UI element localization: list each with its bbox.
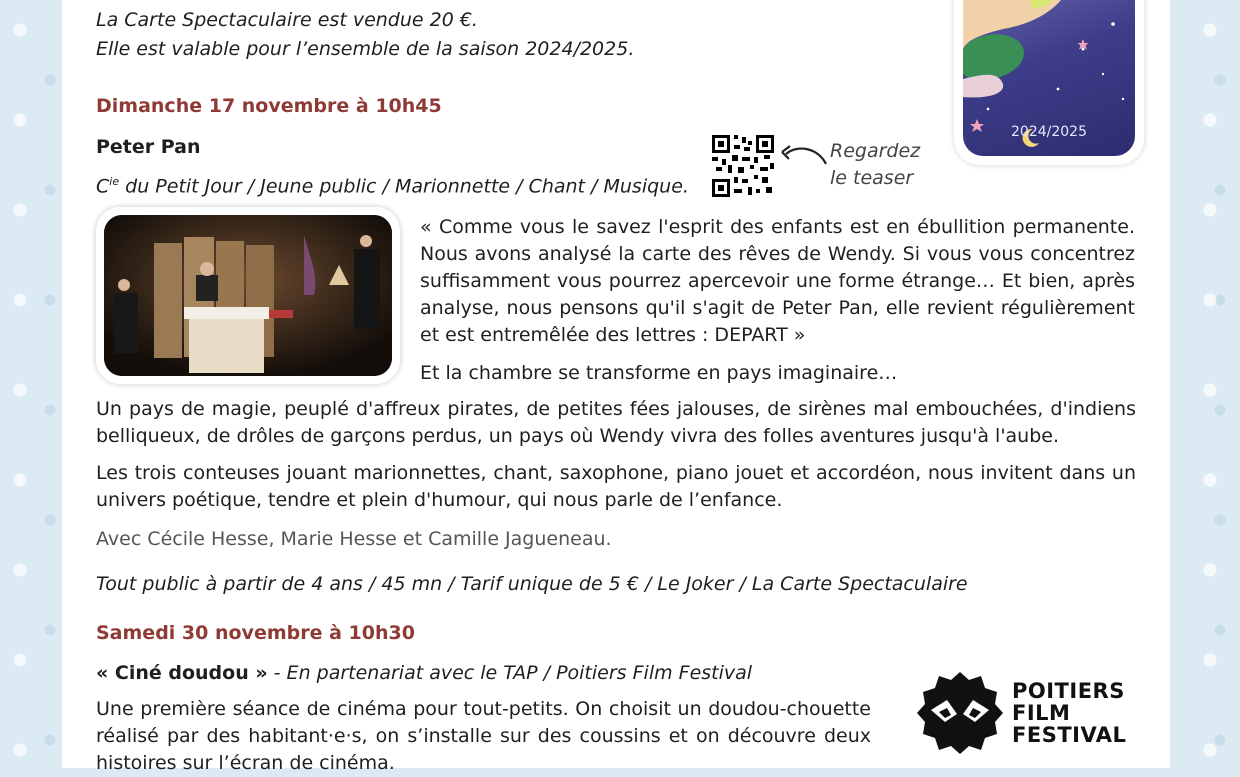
carte-validity-text: Elle est valable pour l’ensemble de la saison 2024/2025. — [96, 38, 635, 60]
teaser-caption-line2: le teaser — [830, 167, 914, 189]
poster-image — [963, 0, 1135, 156]
show-info: Tout public à partir de 4 ans / 45 mn / Tarif unique de 5 € / Le Joker / La Carte Spectaculaire — [96, 573, 968, 595]
curved-arrow-icon — [778, 142, 830, 174]
season-poster — [954, 0, 1144, 165]
qr-code-icon[interactable] — [712, 135, 774, 197]
company-prefix: C — [96, 175, 110, 198]
carte-price-text: La Carte Spectaculaire est vendue 20 €. — [96, 9, 478, 31]
poster-year: 2024/2025 — [1011, 124, 1087, 140]
event-title: Peter Pan — [96, 136, 201, 158]
show-description-1: Un pays de magie, peuplé d'affreux pirates, de petites fées jalouses, de sirènes mal embouchées, d'indiens belliqueux, de drôles de garçons perdus, un pays où Wendy vivra des folles aventures jusqu'à l'aube. — [96, 398, 1136, 447]
owl-logo-icon — [917, 670, 1003, 756]
teaser-caption[interactable] — [830, 138, 920, 192]
pff-logo-line2: FILM — [1012, 701, 1071, 725]
pff-logo-line3: FESTIVAL — [1012, 723, 1127, 747]
pff-logo-line1: POITIERS — [1012, 679, 1125, 703]
show-transform-text: Et la chambre se transforme en pays imaginaire… — [420, 362, 898, 384]
event2-partner: - En partenariat avec le TAP / Poitiers Film Festival — [267, 662, 753, 684]
event-company — [96, 168, 689, 200]
pff-logo-text — [1012, 680, 1126, 746]
event2-date: Samedi 30 novembre à 10h30 — [96, 622, 415, 644]
show-description-2: Les trois conteuses jouant marionnettes, chant, saxophone, piano jouet et accordéon, nous invitent dans un univers poétique, tendre et plein d'humour, qui nous parle de l’enfance. — [96, 462, 1136, 511]
show-photo-frame — [96, 207, 400, 384]
stage-illustration — [104, 215, 392, 376]
teaser-caption-line1: Regardez — [830, 140, 921, 162]
show-quote: « Comme vous le savez l'esprit des enfants est en ébullition permanente. Nous avons analysé la carte des rêves de Wendy. Si vous vous concentrez suffisamment vous pourrez apercevoir une forme étrange… Et bien, après analyse, nous pensons qu'il s'agit de Peter Pan, elle revient régulièrement et est entremêlée des lettres : DEPART » — [420, 216, 1135, 346]
event-date: Dimanche 17 novembre à 10h45 — [96, 95, 442, 117]
page — [62, 0, 1170, 774]
show-photo — [104, 215, 392, 376]
event2-heading — [96, 660, 752, 687]
company-description: du Petit Jour / Jeune public / Marionnette / Chant / Musique. — [119, 175, 689, 198]
event2-description: Une première séance de cinéma pour tout-petits. On choisit un doudou-chouette réalisé par des habitant·e·s, on s’installe sur des coussins et on découvre deux histoires sur l’écran de cinéma. — [96, 698, 871, 774]
show-cast: Avec Cécile Hesse, Marie Hesse et Camille Jagueneau. — [96, 528, 612, 550]
event2-title: « Ciné doudou » — [96, 662, 268, 684]
company-sup: ie — [109, 175, 120, 188]
